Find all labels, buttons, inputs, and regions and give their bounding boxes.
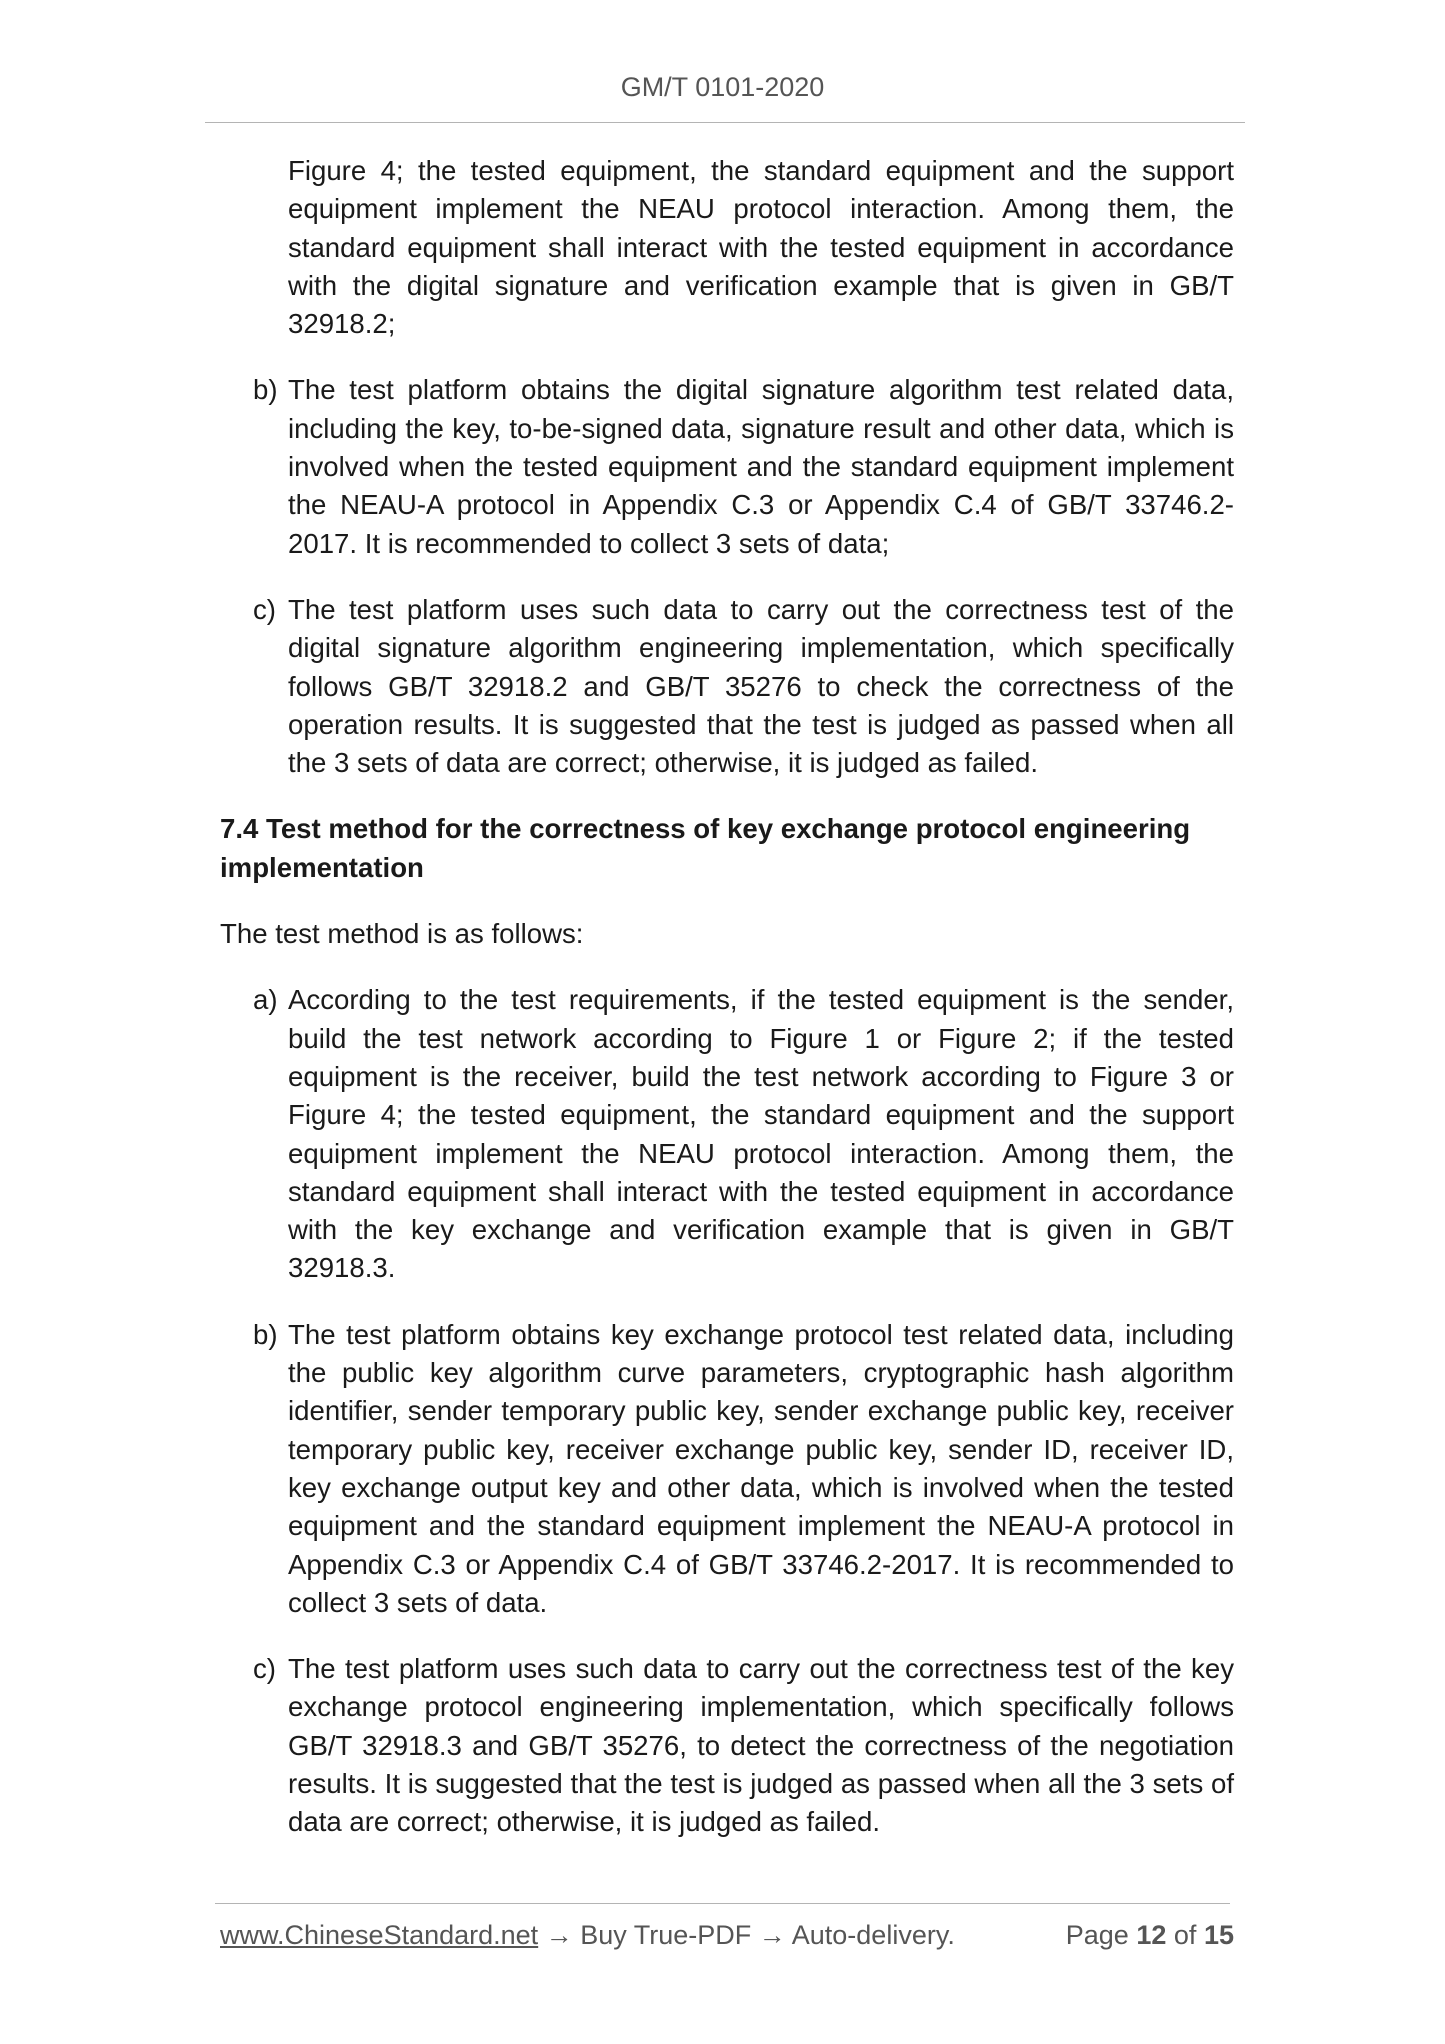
header-divider	[205, 122, 1245, 123]
document-body	[220, 152, 1234, 1870]
intro-paragraph: The test method is as follows:	[220, 918, 584, 950]
list-item-text: The test platform obtains key exchange protocol test related data, including the public key algorithm curve parameters, cryptographic hash algorithm identifier, sender temporary public key, sender exchange public key, receiver temporary public key, receiver exchange public key, sender ID, receiver ID, key exchange output key and other data, which is involved when the tested equipment and the standard equipment implement the NEAU-A protocol in Appendix C.3 or Appendix C.4 of GB/T 33746.2-2017. It is recommended to collect 3 sets of data.	[288, 1318, 1234, 1618]
list-item-continued	[253, 152, 1234, 343]
list-item-text: The test platform uses such data to carry out the correctness test of the key exchange protocol engineering implementation, which specifically follows GB/T 32918.3 and GB/T 35276, to detect the correctness of the negotiation results. It is suggested that the test is judged as passed when all the 3 sets of data are correct; otherwise, it is judged as failed.	[288, 1653, 1234, 1838]
page-label: Page	[1065, 1920, 1129, 1950]
list-item-text: The test platform uses such data to carry out the correctness test of the digital signature algorithm engineering implementation, which specifically follows GB/T 32918.2 and GB/T 35276 to check the correctness of the operation results. It is suggested that the test is judged as passed when all the 3 sets of data are correct; otherwise, it is judged as failed.	[288, 593, 1234, 779]
list-marker: c)	[253, 593, 276, 625]
website-link[interactable]: www.ChineseStandard.net	[220, 1920, 539, 1950]
list-marker	[253, 152, 288, 343]
page-of-label: of	[1173, 1920, 1197, 1950]
page-footer	[220, 1920, 1234, 1951]
section-heading-7-4: 7.4 Test method for the correctness of key exchange protocol engineering implementation	[220, 813, 1191, 883]
list-marker: c)	[253, 1653, 276, 1685]
list-marker: b)	[253, 1318, 278, 1350]
footer-promo	[220, 1920, 955, 1951]
current-page: 12	[1136, 1920, 1167, 1950]
list-item-signature-c	[253, 591, 1234, 782]
list-marker: b)	[253, 374, 278, 406]
list-marker: a)	[253, 984, 278, 1016]
total-pages: 15	[1203, 1920, 1234, 1950]
list-item-text: According to the test requirements, if the tested equipment is the sender, build the test network according to Figure 1 or Figure 2; if the tested equipment is the receiver, build the test network according to Figure 3 or Figure 4; the tested equipment, the standard equipment and the support equipment implement the NEAU protocol interaction. Among them, the standard equipment shall interact with the tested equipment in accordance with the key exchange and verification example that is given in GB/T 32918.3.	[288, 984, 1234, 1284]
list-item-key-exchange-c	[253, 1650, 1234, 1841]
list-item-signature-b	[253, 371, 1234, 562]
footer-divider	[215, 1903, 1230, 1904]
list-item-text: The test platform obtains the digital signature algorithm test related data, including the key, to-be-signed data, signature result and other data, which is involved when the tested equipment and the standard equipment implement the NEAU-A protocol in Appendix C.3 or Appendix C.4 of GB/T 33746.2-2017. It is recommended to collect 3 sets of data;	[288, 374, 1234, 559]
page-number	[1066, 1920, 1234, 1951]
list-item-text: Figure 4; the tested equipment, the standard equipment and the support equipment implement the NEAU protocol interaction. Among them, the standard equipment shall interact with the tested equipment in accordance with the digital signature and verification example that is given in GB/T 32918.2;	[288, 155, 1234, 340]
document-code-header: GM/T 0101-2020	[620, 72, 825, 102]
list-item-key-exchange-b	[253, 1316, 1234, 1622]
footer-promo-text: → Buy True-PDF → Auto-delivery.	[545, 1920, 955, 1950]
list-item-key-exchange-a	[253, 981, 1234, 1287]
